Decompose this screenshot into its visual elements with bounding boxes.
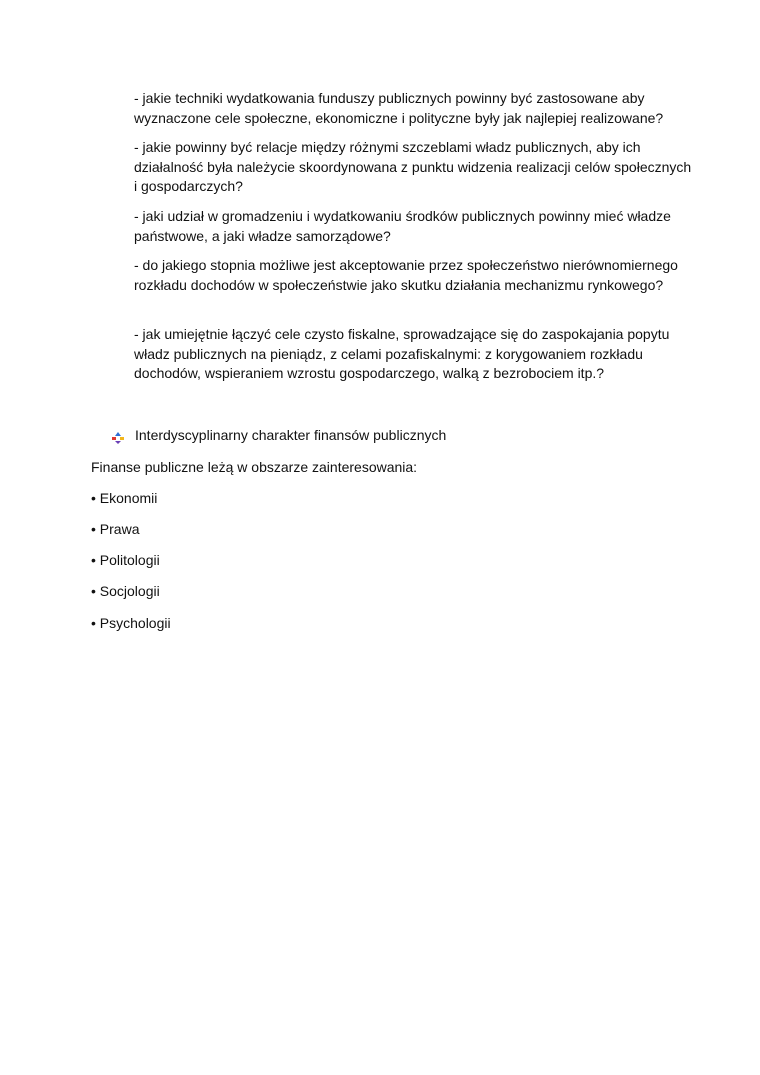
question-paragraph-2: - jakie powinny być relacje między różnymi szczeblami władz publicznych, aby ich działalność była należycie skoordynowana z punktu widzenia realizacji celów społecznych i gospodarczych? bbox=[134, 139, 692, 194]
discipline-item: • Socjologii bbox=[91, 583, 160, 599]
question-paragraph-1: - jakie techniki wydatkowania funduszy publicznych powinny być zastosowane aby wyznaczone cele społeczne, ekonomiczne i polityczne były jak najlepiej realizowane? bbox=[134, 90, 664, 126]
colored-arrow-bullet-icon bbox=[112, 430, 124, 442]
discipline-item: • Ekonomii bbox=[91, 490, 158, 506]
section-heading-row bbox=[112, 426, 446, 446]
discipline-item: • Prawa bbox=[91, 521, 140, 537]
section-heading: Interdyscyplinarny charakter finansów publicznych bbox=[135, 427, 447, 443]
question-paragraph-3: - jaki udział w gromadzeniu i wydatkowaniu środków publicznych powinny mieć władze państwowe, a jaki władze samorządowe? bbox=[134, 208, 671, 244]
question-paragraph-4: - do jakiego stopnia możliwe jest akceptowanie przez społeczeństwo nierównomiernego rozkładu dochodów w społeczeństwie jako skutku działania mechanizmu rynkowego? bbox=[134, 257, 678, 293]
discipline-item: • Psychologii bbox=[91, 615, 171, 631]
question-paragraph-5: - jak umiejętnie łączyć cele czysto fiskalne, sprowadzające się do zaspokajania popytu władz publicznych na pieniądz, z celami pozafiskalnymi: z korygowaniem rozkładu dochodów, wspieraniem wzrostu gospodarczego, walką z bezrobociem itp.? bbox=[134, 326, 670, 381]
discipline-item: • Politologii bbox=[91, 552, 160, 568]
section-intro: Finanse publiczne leżą w obszarze zainteresowania: bbox=[91, 459, 418, 475]
